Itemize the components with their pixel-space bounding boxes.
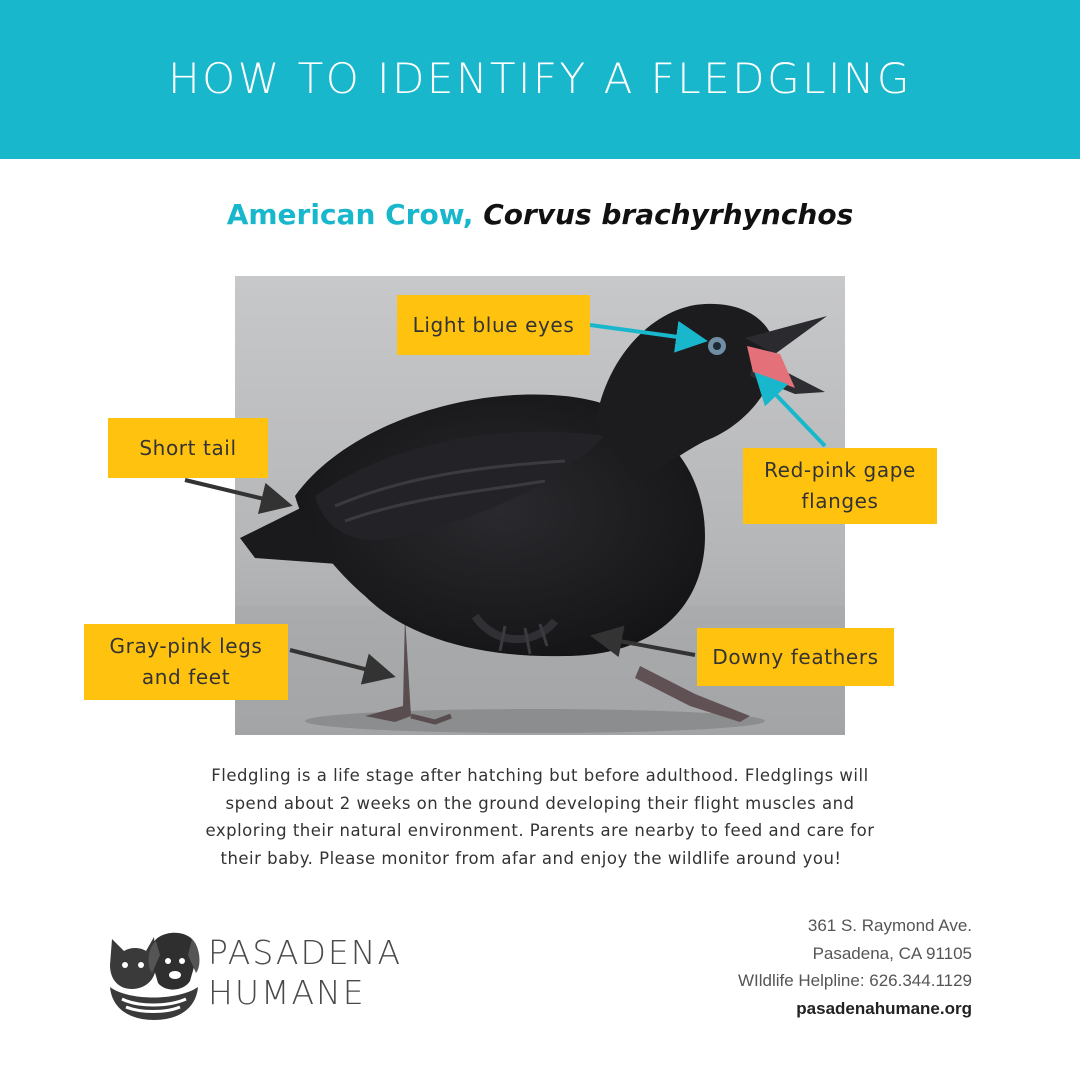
species-title [0,196,1080,234]
website-link[interactable]: pasadenahumane.org [796,998,972,1018]
description-line-3: exploring their natural environment. Parents are nearby to feed and care for [205,821,875,840]
label-legs-text-1: Gray-pink legs [109,634,263,658]
label-legs [84,624,288,700]
wildlife-helpline: WIldlife Helpline: 626.344.1129 [737,971,972,990]
brand-line-2: HUMANE [208,973,366,1012]
brand-name [208,933,402,1013]
label-tail-text: Short tail [139,435,237,460]
label-gape [743,448,937,524]
label-downy [697,628,894,686]
page-title: HOW TO IDENTIFY A FLEDGLING [168,54,912,103]
label-eyes [397,295,590,355]
label-gape-text-2: flanges [801,489,879,513]
label-legs-text-2: and feet [141,665,231,689]
brand-line-1: PASADENA [208,933,403,972]
cat-and-dog-hands-logo-icon [108,925,200,1020]
scientific-name: Corvus brachyrhynchos [483,198,854,231]
address-city: Pasadena, CA 91105 [812,943,972,963]
description-line-2: spend about 2 weeks on the ground developing their flight muscles and [225,793,855,813]
header-banner [0,0,1080,159]
description-line-1: Fledgling is a life stage after hatching but before adulthood. Fledglings will [211,766,869,785]
contact-info [738,912,972,1022]
description-line-4: their baby. Please monitor from afar and enjoy the wildlife around you! [220,848,842,868]
common-name: American Crow, [226,198,474,231]
label-eyes-text: Light blue eyes [412,312,575,337]
label-downy-text: Downy feathers [712,644,879,669]
label-tail [108,418,268,478]
label-gape-text-1: Red-pink gape [764,458,916,482]
address-street: 361 S. Raymond Ave. [807,916,972,935]
description-paragraph [130,762,950,872]
